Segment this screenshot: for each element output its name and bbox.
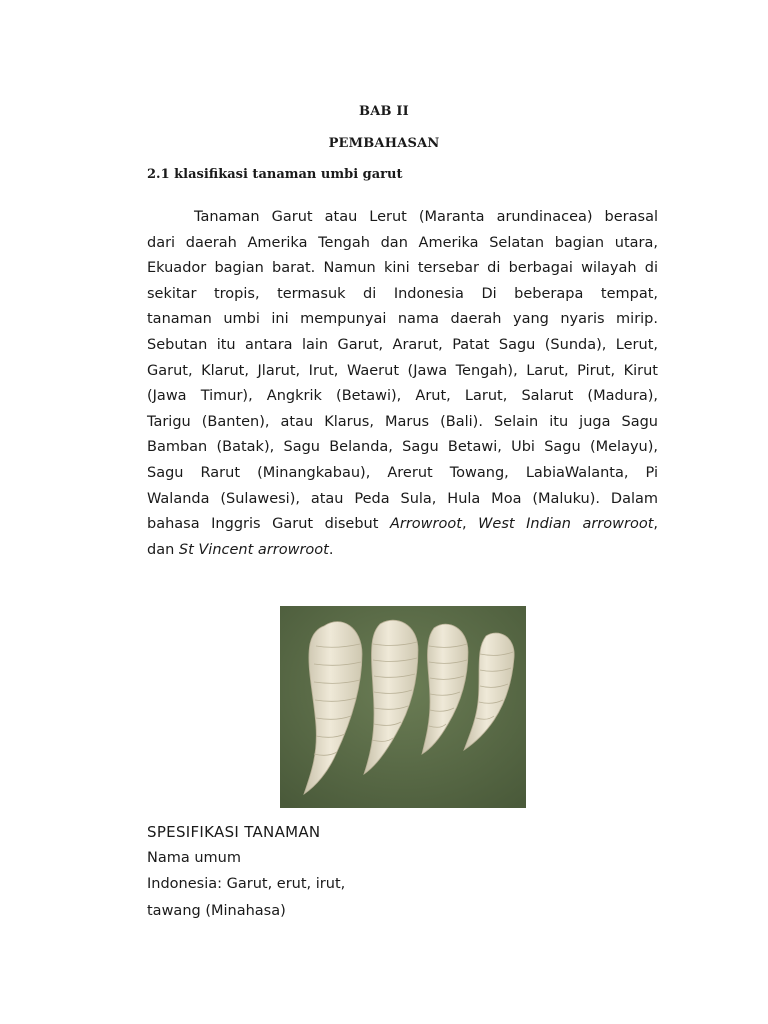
paragraph-line: (Jawa Timur), Angkrik (Betawi), Arut, Larut, Salarut (Madura),	[147, 388, 658, 405]
paragraph-line: Tanaman Garut atau Lerut (Maranta arundinacea) berasal	[194, 209, 658, 225]
body-paragraph	[147, 205, 658, 563]
text-run: ,	[461, 516, 479, 533]
section-heading: PEMBAHASAN	[328, 136, 440, 151]
italic-term: St Vincent arrowroot	[178, 541, 329, 558]
paragraph-line: tanaman umbi ini mempunyai nama daerah yang nyaris mirip.	[147, 311, 658, 328]
paragraph-line: sekitar tropis, termasuk di Indonesia Di beberapa tempat,	[147, 285, 658, 302]
paragraph-line: Sebutan itu antara lain Garut, Ararut, Patat Sagu (Sunda), Lerut,	[147, 336, 658, 353]
spec-line: tawang (Minahasa)	[147, 903, 286, 919]
specification-title: SPESIFIKASI TANAMAN	[147, 823, 321, 841]
paragraph-line: Tarigu (Banten), atau Klarus, Marus (Bali). Selain itu juga Sagu	[147, 413, 658, 430]
italic-term: West Indian arrowroot	[478, 516, 654, 533]
italic-term: Arrowroot	[389, 516, 462, 533]
text-run: bahasa Inggris Garut disebut	[147, 516, 390, 533]
paragraph-line: Walanda (Sulawesi), atau Peda Sula, Hula Moa (Maluku). Dalam	[147, 490, 658, 507]
tuber-illustration	[280, 606, 526, 808]
spec-line: Indonesia: Garut, erut, irut,	[147, 876, 346, 892]
chapter-heading: BAB II	[359, 104, 409, 119]
paragraph-line	[147, 512, 658, 538]
text-run: dan	[147, 541, 179, 558]
paragraph-line: Sagu Rarut (Minangkabau), Arerut Towang, LabiaWalanta, Pi	[147, 464, 658, 481]
paragraph-line: Ekuador bagian barat. Namun kini tersebar di berbagai wilayah di	[147, 260, 658, 277]
arrowroot-tuber-photo	[280, 606, 526, 808]
spec-line: Nama umum	[147, 850, 241, 866]
text-run: .	[328, 541, 334, 558]
paragraph-line: Bamban (Batak), Sagu Belanda, Sagu Betawi, Ubi Sagu (Melayu),	[147, 439, 658, 456]
text-run: ,	[653, 516, 658, 533]
paragraph-line: dari daerah Amerika Tengah dan Amerika Selatan bagian utara,	[147, 234, 658, 251]
paragraph-line	[147, 538, 658, 564]
paragraph-line: Garut, Klarut, Jlarut, Irut, Waerut (Jawa Tengah), Larut, Pirut, Kirut	[147, 362, 658, 379]
subsection-heading: 2.1 klasifikasi tanaman umbi garut	[147, 167, 403, 182]
